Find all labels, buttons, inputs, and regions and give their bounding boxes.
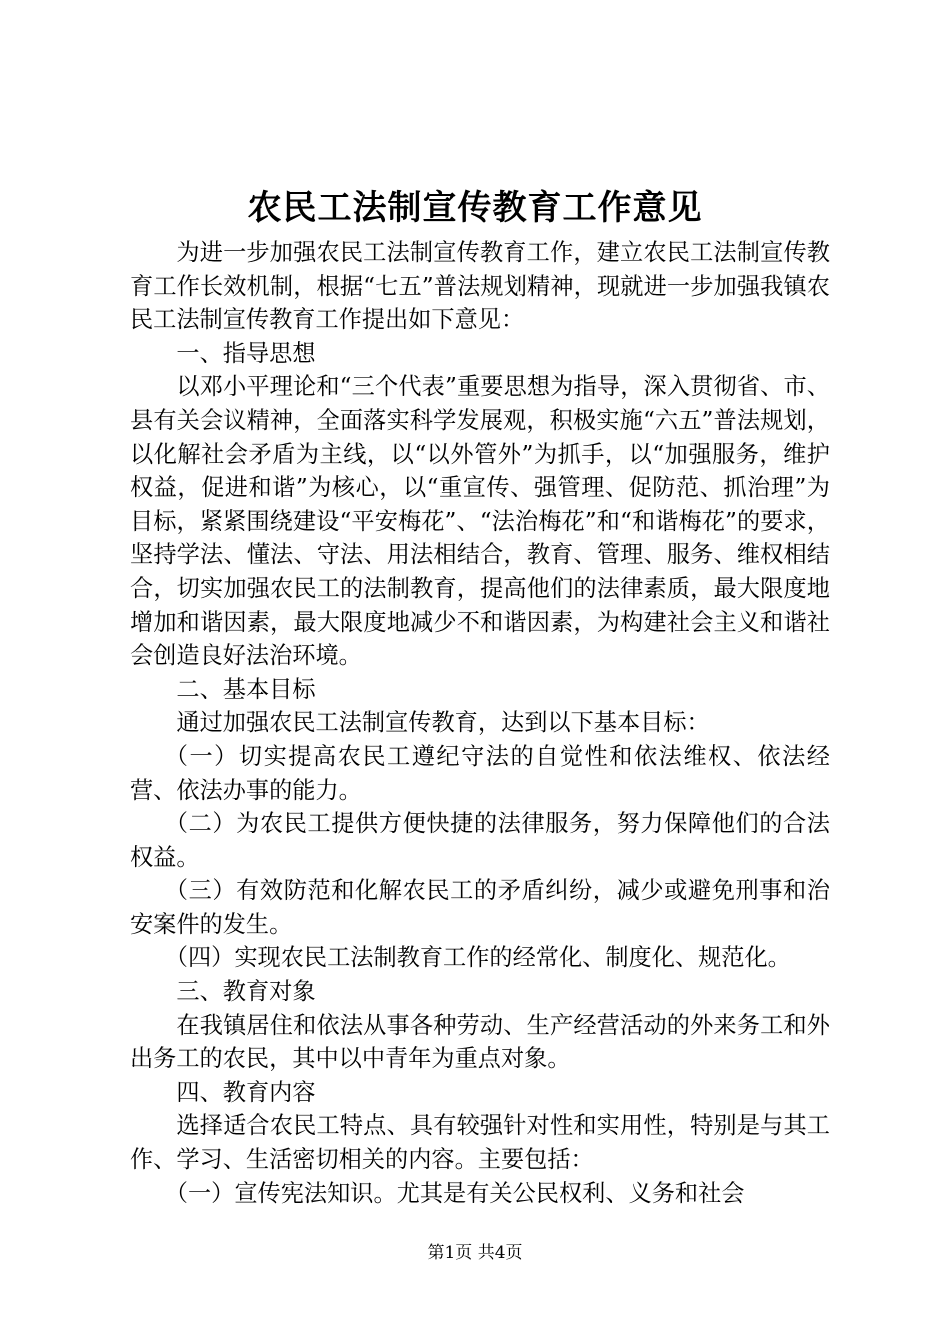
section-heading: 一、指导思想	[176, 339, 316, 367]
list-item: （四）实现农民工法制教育工作的经常化、制度化、规范化。	[164, 944, 791, 972]
intro-paragraph: 为进一步加强农民工法制宣传教育工作，建立农民工法制宣传教育工作长效机制，根据“七五”普法规划精神，现就进一步加强我镇农民工法制宣传教育工作提出如下意见：	[130, 239, 830, 334]
document-title: 农民工法制宣传教育工作意见	[247, 188, 703, 228]
list-item: （一）切实提高农民工遵纪守法的自觉性和依法维权、依法经营、依法办事的能力。	[130, 742, 830, 804]
paragraph: 以邓小平理论和“三个代表”重要思想为指导，深入贯彻省、市、县有关会议精神，全面落实科学发展观，积极实施“六五”普法规划，以化解社会矛盾为主线，以“以外管外”为抓手，以“加强服务，维护权益，促进和谐”为核心，以“重宣传、强管理、促防范、抓治理”为目标，紧紧围绕建设“平安梅花”、“法治梅花”和“和谐梅花”的要求，坚持学法、懂法、守法、用法相结合，教育、管理、服务、维权相结合，切实加强农民工的法制教育，提高他们的法律素质，最大限度地增加和谐因素，最大限度地减少不和谐因素，为构建社会主义和谐社会创造良好法治环境。	[130, 373, 830, 670]
section-heading: 三、教育对象	[176, 978, 316, 1006]
paragraph: 在我镇居住和依法从事各种劳动、生产经营活动的外来务工和外出务工的农民，其中以中青年为重点对象。	[130, 1011, 830, 1073]
list-item: （二）为农民工提供方便快捷的法律服务，努力保障他们的合法权益。	[130, 810, 830, 871]
page-footer: 第1页 共4页	[427, 1243, 523, 1263]
section-heading: 四、教育内容	[176, 1078, 316, 1106]
document-body	[130, 236, 830, 1210]
list-item: （三）有效防范和化解农民工的矛盾纠纷，减少或避免刑事和治安案件的发生。	[130, 877, 830, 938]
paragraph: 选择适合农民工特点、具有较强针对性和实用性，特别是与其工作、学习、生活密切相关的内容。主要包括：	[130, 1112, 830, 1174]
section-heading: 二、基本目标	[176, 675, 316, 703]
paragraph: 通过加强农民工法制宣传教育，达到以下基本目标：	[176, 709, 710, 737]
list-item: （一）宣传宪法知识。尤其是有关公民权利、义务和社会	[164, 1179, 745, 1207]
